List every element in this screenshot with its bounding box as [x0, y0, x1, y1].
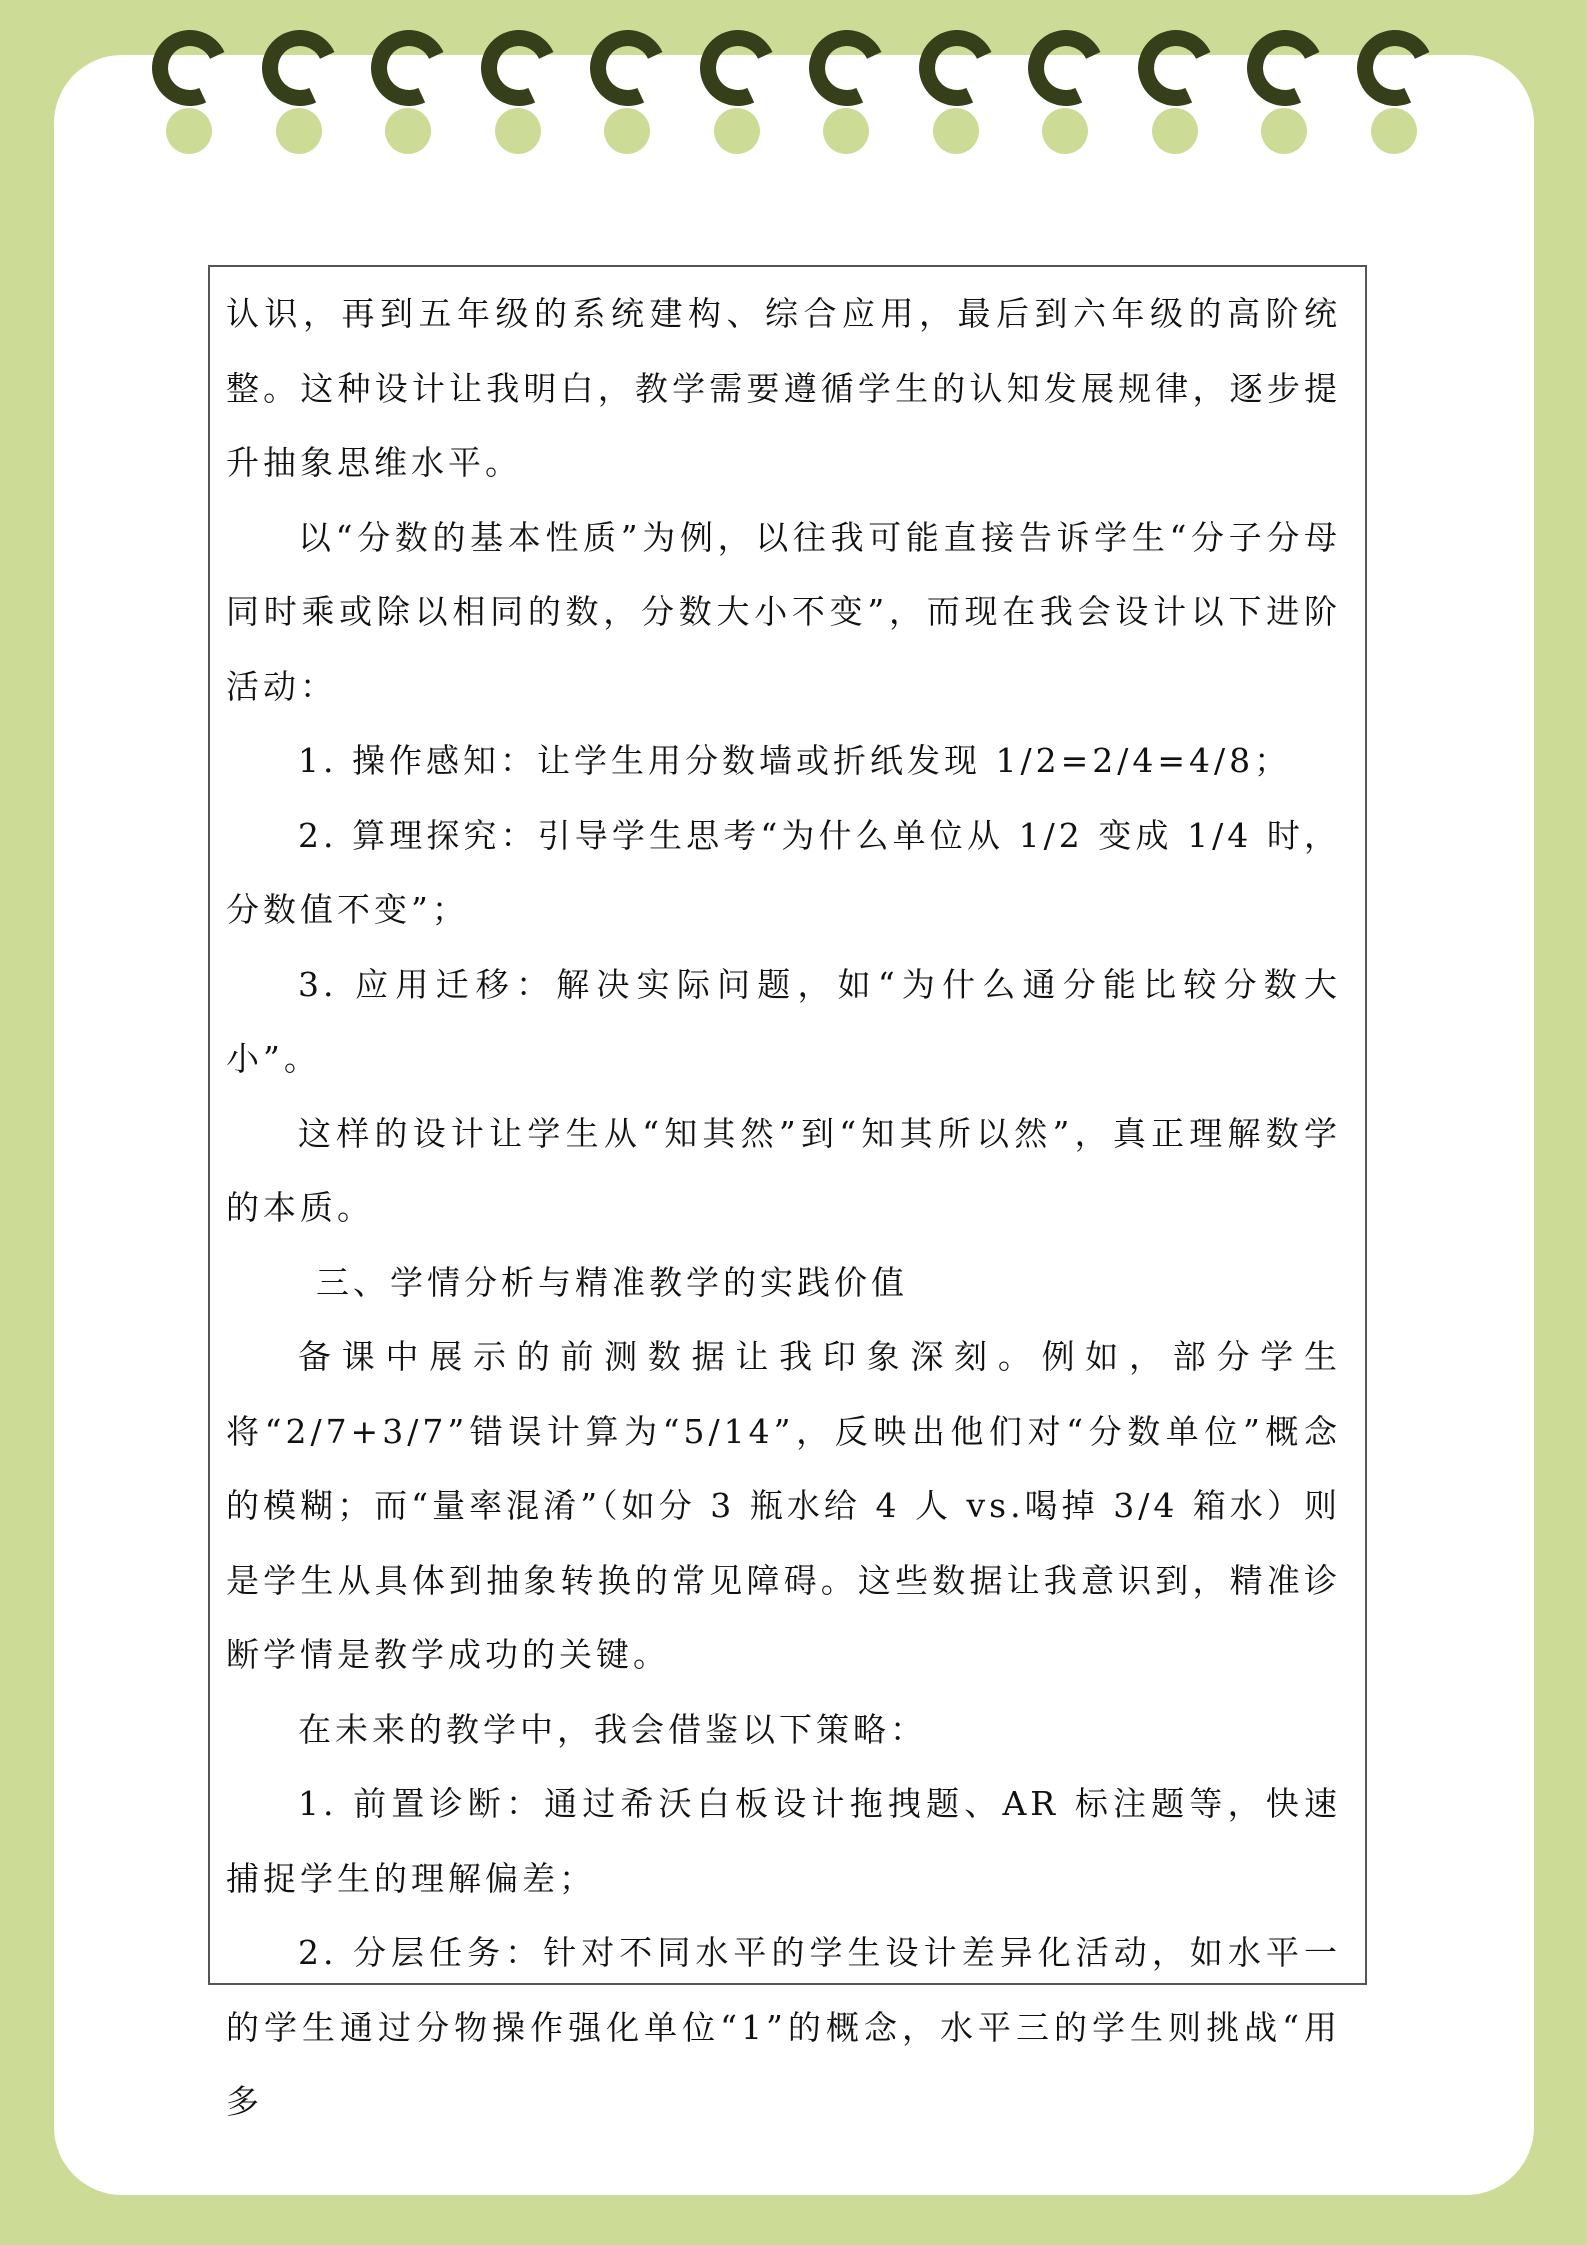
- binding-hole: [1371, 108, 1417, 154]
- binding-hole: [1152, 108, 1198, 154]
- binding-ring: [470, 19, 567, 116]
- binding-ring: [251, 19, 348, 116]
- binding-hole: [604, 108, 650, 154]
- list-item-tiered-tasks: 2. 分层任务：针对不同水平的学生设计差异化活动，如水平一的学生通过分物操作强化单位“1”的概念，水平三的学生则挑战“用多: [226, 1933, 1341, 2121]
- binding-hole: [823, 108, 869, 154]
- binding-hole: [276, 108, 322, 154]
- binding-hole: [166, 108, 212, 154]
- paragraph-intro: 认识，再到五年级的系统建构、综合应用，最后到六年级的高阶统整。这种设计让我明白，教学需要遵循学生的认知发展规律，逐步提升抽象思维水平。: [226, 294, 1341, 482]
- paragraph-example: 以“分数的基本性质”为例，以往我可能直接告诉学生“分子分母同时乘或除以相同的数，分数大小不变”，而现在我会设计以下进阶活动：: [226, 517, 1341, 706]
- binding-ring: [798, 19, 895, 116]
- list-item-reasoning: 2. 算理探究：引导学生思考“为什么单位从 1/2 变成 1/4 时，分数值不变”；: [226, 815, 1341, 929]
- binding-ring: [360, 19, 457, 116]
- list-item-diagnosis: 1. 前置诊断：通过希沃白板设计拖拽题、AR 标注题等，快速捕捉学生的理解偏差；: [226, 1784, 1341, 1898]
- binding-hole: [495, 108, 541, 154]
- binding-ring: [1127, 19, 1224, 116]
- spiral-binding: [0, 0, 1587, 170]
- binding-hole: [1042, 108, 1088, 154]
- list-item-application: 3. 应用迁移：解决实际问题，如“为什么通分能比较分数大小”。: [226, 964, 1341, 1078]
- document-text-box: [208, 265, 1367, 2121]
- binding-ring: [141, 19, 238, 116]
- paragraph-summary: 这样的设计让学生从“知其然”到“知其所以然”，真正理解数学的本质。: [226, 1113, 1341, 1227]
- binding-ring: [1346, 19, 1443, 116]
- paragraph-analysis: 备课中展示的前测数据让我印象深刻。例如，部分学生将“2/7+3/7”错误计算为“5/14”，反映出他们对“分数单位”概念的模糊；而“量率混淆”（如分 3 瓶水给 4 人 vs.喝掉 3/4 箱水）则是学生从具体到抽象转换的常见障碍。这些数据让我意识到，精准诊断学情是教学成功的关键。: [226, 1337, 1341, 1674]
- binding-hole: [933, 108, 979, 154]
- binding-hole: [1261, 108, 1307, 154]
- binding-ring: [1017, 19, 1114, 116]
- paragraph-strategy-intro: 在未来的教学中，我会借鉴以下策略：: [298, 1709, 927, 1749]
- binding-hole: [385, 108, 431, 154]
- binding-ring: [689, 19, 786, 116]
- binding-ring: [1236, 19, 1333, 116]
- binding-hole: [714, 108, 760, 154]
- binding-ring: [579, 19, 676, 116]
- section-heading: 三、学情分析与精准教学的实践价值: [316, 1262, 908, 1302]
- list-item-operation: 1. 操作感知：让学生用分数墙或折纸发现 1/2=2/4=4/8；: [298, 741, 1292, 780]
- binding-ring: [908, 19, 1005, 116]
- document-body: [226, 277, 1341, 2140]
